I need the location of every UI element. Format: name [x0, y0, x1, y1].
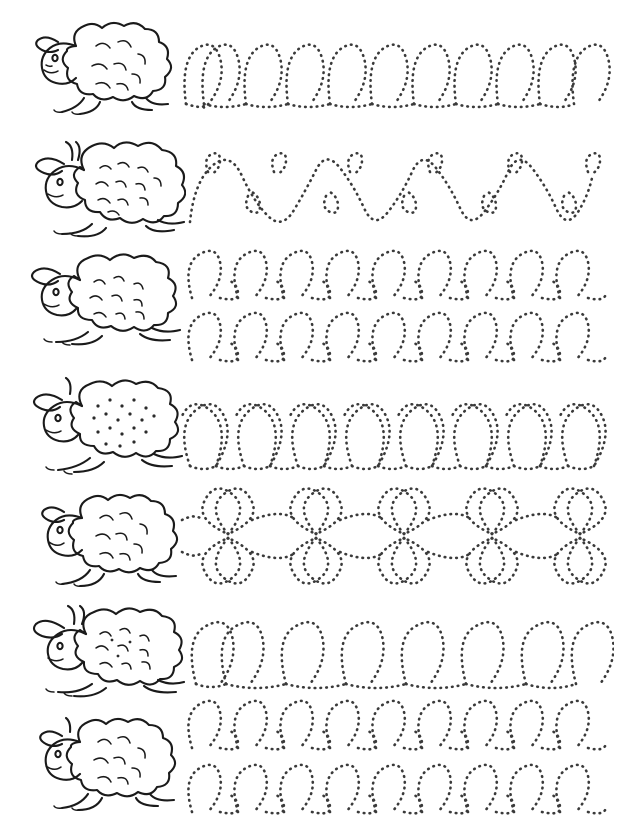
worksheet-row: [0, 362, 624, 478]
trace-pattern-waves-with-small-loops: [184, 134, 616, 230]
worksheet-row: [0, 120, 624, 238]
worksheet-row: [0, 590, 624, 702]
sheep-walking-smiling: [14, 478, 180, 588]
trace-pattern-butterfly-double-loops: [176, 484, 612, 588]
sheep-grazing-small: [10, 700, 182, 812]
trace-pattern-double-row-slanted-loops: [180, 694, 612, 818]
trace-pattern-overlapping-paired-loops: [180, 398, 612, 474]
sheep-standing-left: [14, 6, 174, 116]
sheep-leaping-curly-horns: [6, 590, 186, 700]
sheep-running-fluffy: [6, 240, 184, 350]
worksheet-row: [0, 240, 624, 362]
trace-pattern-loops-single-row: [176, 38, 612, 110]
worksheet-row: [0, 700, 624, 840]
trace-pattern-double-row-slanted-loops: [180, 248, 612, 364]
worksheet-row: [0, 478, 624, 590]
sheep-jumping-curly: [6, 124, 186, 242]
sheep-dotted-wool: [6, 362, 184, 478]
trace-pattern-loops-single-row: [186, 618, 614, 690]
worksheet-row: [0, 0, 624, 118]
